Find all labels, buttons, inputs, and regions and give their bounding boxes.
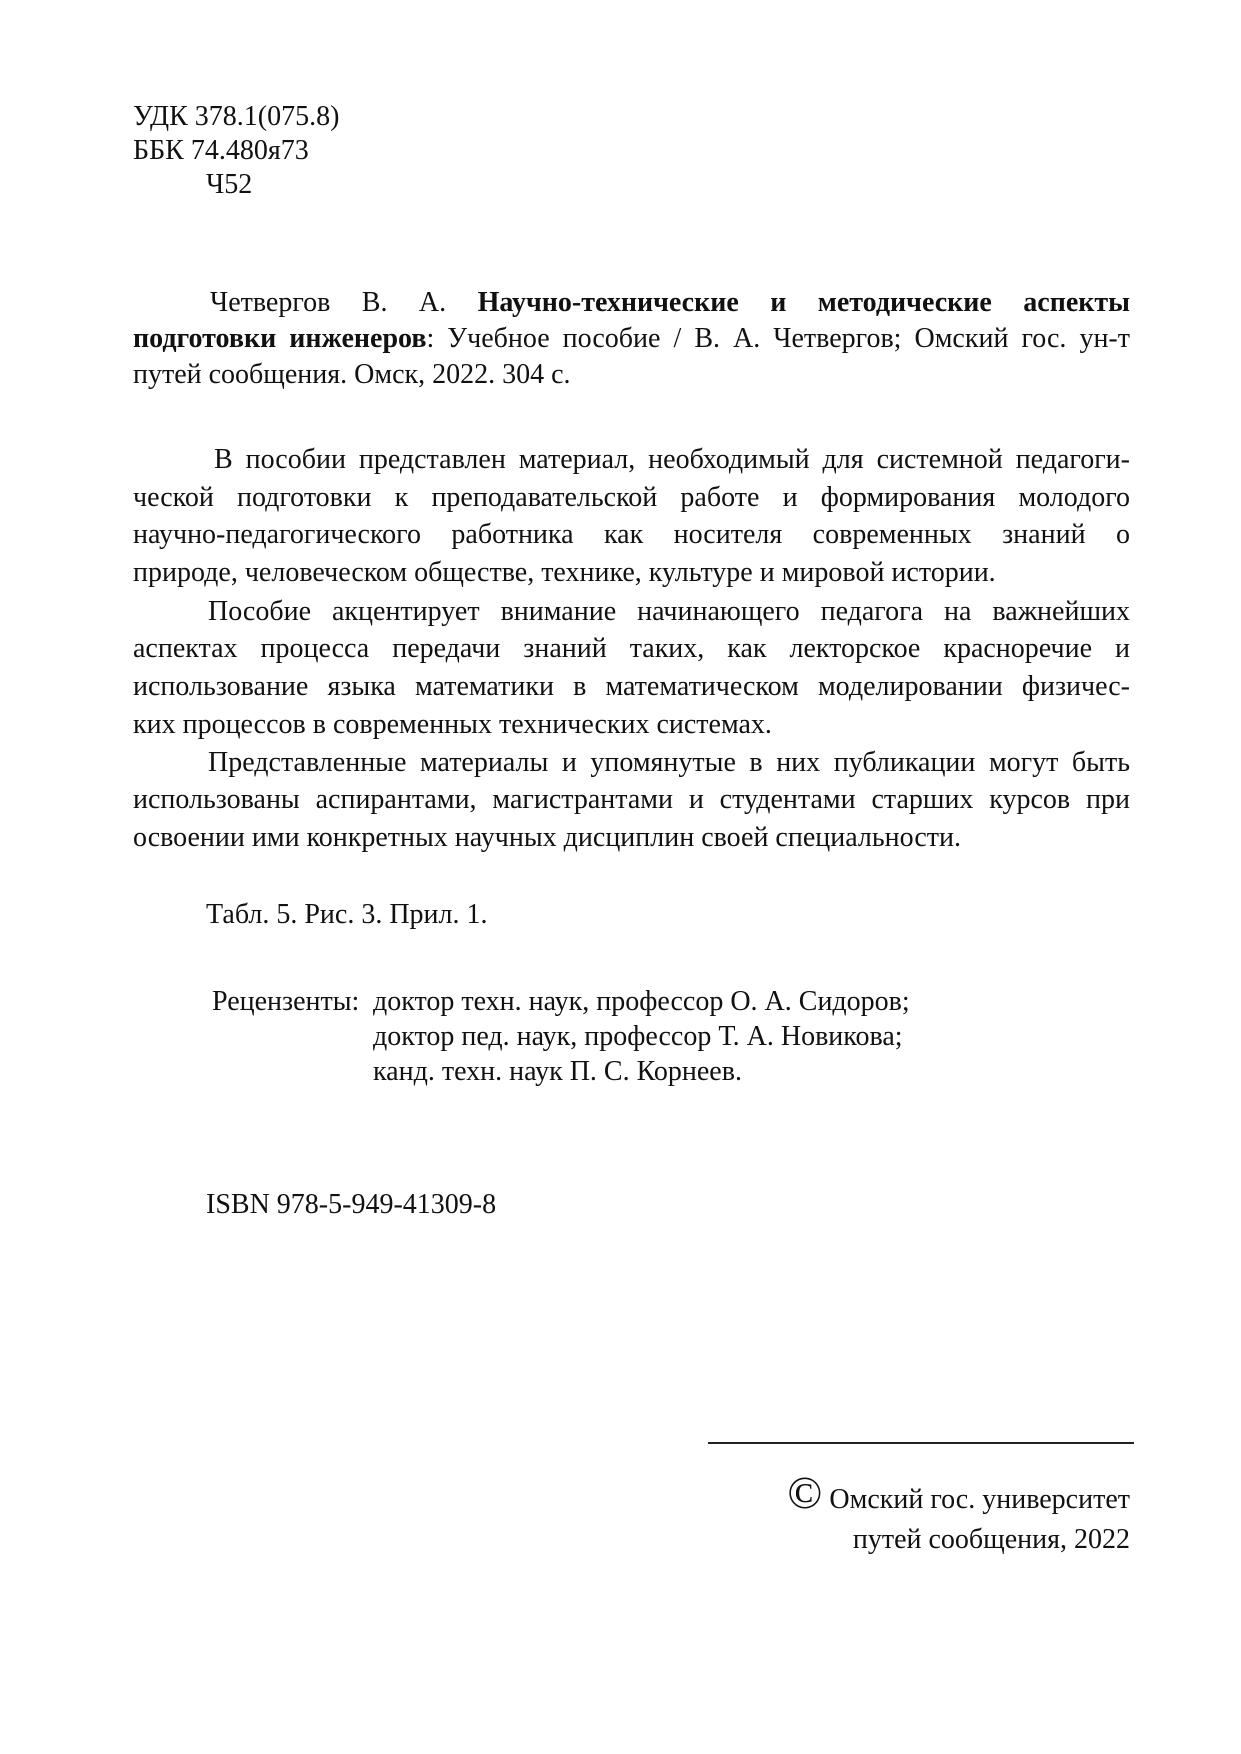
citation-author: Четвергов В. А. <box>210 287 447 318</box>
bbk-code: ББК 74.480я73 <box>133 135 309 166</box>
reviewer-item: доктор пед. наук, профессор Т. А. Новикова; <box>373 1021 903 1052</box>
citation-rest: : Учебное пособие / В. А. Четвергов; Омский гос. ун-т <box>426 323 1130 354</box>
citation-line-1 <box>210 286 1130 320</box>
citation-line-3: путей сообщения. Омск, 2022. 304 с. <box>133 359 571 390</box>
abstract-line: использованы аспирантами, магистрантами и студентами старших курсов при <box>133 784 1130 815</box>
copyright-sign: © <box>787 1467 823 1518</box>
copyright-line-2: путей сообщения, 2022 <box>852 1524 1130 1555</box>
citation-title-part2: подготовки инженеров <box>133 323 427 354</box>
copyright-block <box>700 1467 1130 1560</box>
copyright-rule <box>708 1442 1134 1444</box>
abstract-line: природе, человеческом обществе, технике, культуре и мировой истории. <box>133 557 996 588</box>
stats-line: Табл. 5. Рис. 3. Прил. 1. <box>206 899 488 930</box>
udk-code: УДК 378.1(075.8) <box>133 101 340 132</box>
abstract-line: ческой подготовки к преподавательской работе и формирования молодого <box>133 482 1130 513</box>
abstract-line: ких процессов в современных технических системах. <box>133 709 772 740</box>
abstract-line: Пособие акцентирует внимание начинающего педагога на важнейших <box>208 596 1130 627</box>
abstract-line: научно-педагогического работника как носителя современных знаний о <box>133 519 1130 550</box>
reviewer-item: канд. техн. наук П. С. Корнеев. <box>373 1056 742 1087</box>
author-mark: Ч52 <box>206 169 253 200</box>
isbn: ISBN 978-5-949-41309-8 <box>206 1189 497 1220</box>
reviewers-label: Рецензенты: <box>212 986 360 1017</box>
citation-line-2 <box>133 322 1130 356</box>
abstract-line: Представленные материалы и упомянутые в них публикации могут быть <box>208 747 1130 778</box>
reviewer-item: доктор техн. наук, профессор О. А. Сидоров; <box>373 986 910 1017</box>
abstract-line: В пособии представлен материал, необходимый для системной педагоги- <box>214 444 1130 475</box>
copyright-line-1 <box>700 1467 1130 1520</box>
citation-title-part1: Научно-технические и методические аспекты <box>477 287 1131 318</box>
abstract-line: аспектах процесса передачи знаний таких, как лекторское красноречие и <box>133 633 1130 664</box>
abstract-line: использование языка математики в математическом моделировании физичес- <box>133 671 1130 702</box>
copyright-holder: Омский гос. университет <box>829 1484 1130 1515</box>
abstract-line: освоении ими конкретных научных дисциплин своей специальности. <box>133 822 961 853</box>
